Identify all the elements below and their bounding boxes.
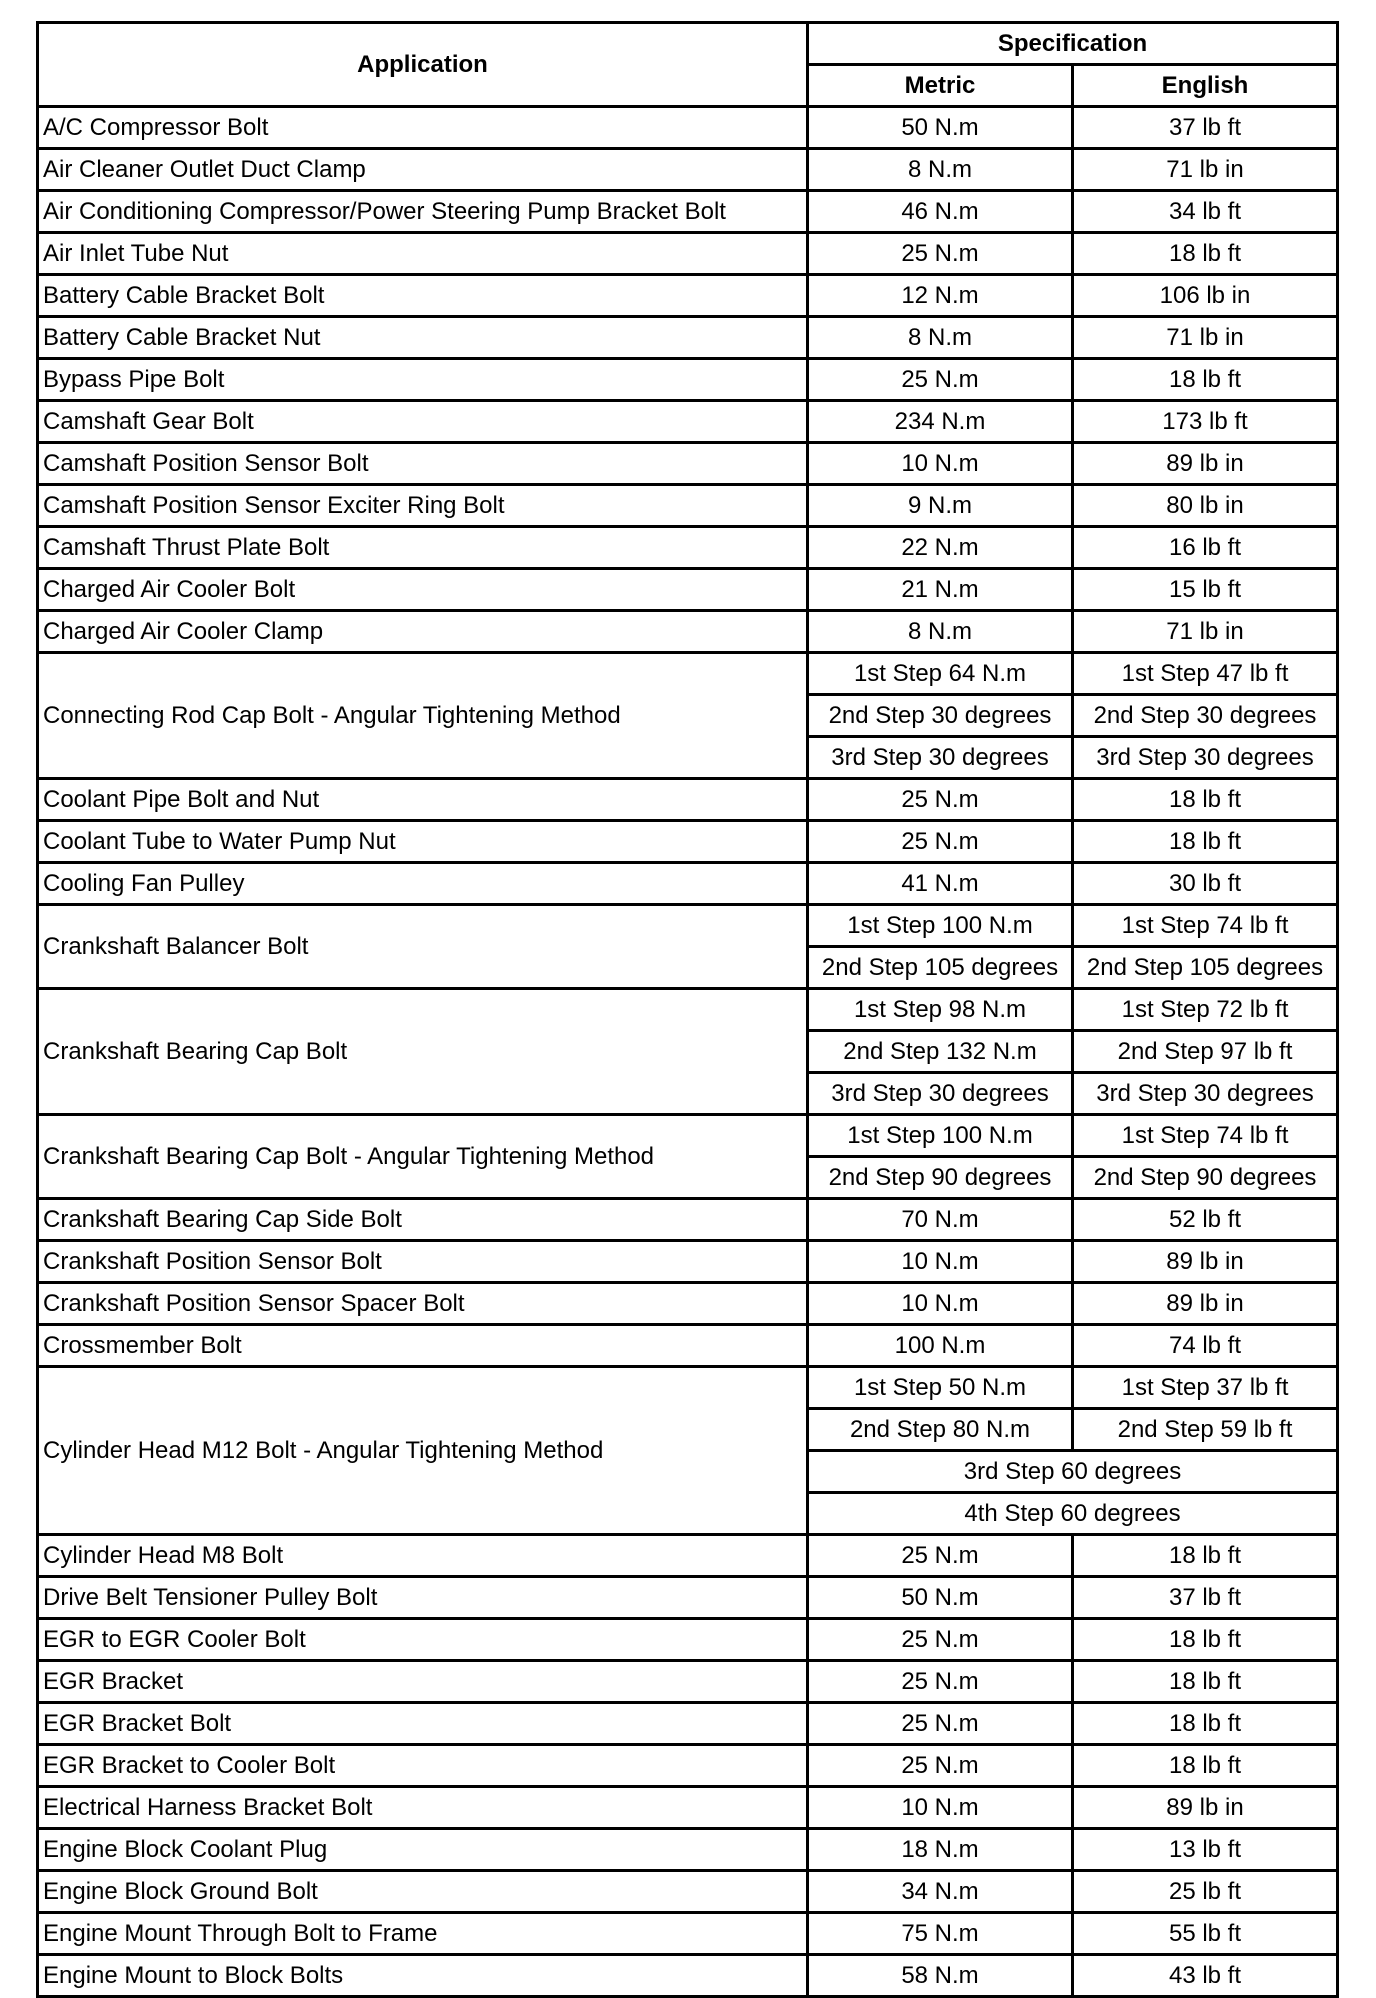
metric-value-cell: 2nd Step 30 degrees — [808, 695, 1073, 737]
application-header: Application — [38, 23, 808, 107]
metric-value-cell: 50 N.m — [808, 1577, 1073, 1619]
english-value-cell: 89 lb in — [1073, 1241, 1338, 1283]
metric-value-cell: 22 N.m — [808, 527, 1073, 569]
metric-value-cell: 8 N.m — [808, 611, 1073, 653]
table-row — [38, 317, 1338, 359]
table-row — [38, 1577, 1338, 1619]
table-row — [38, 1115, 1338, 1157]
application-cell: Coolant Tube to Water Pump Nut — [38, 821, 808, 863]
torque-specification-table — [36, 21, 1339, 1998]
metric-value-cell: 21 N.m — [808, 569, 1073, 611]
metric-value-cell: 25 N.m — [808, 779, 1073, 821]
table-row — [38, 1787, 1338, 1829]
metric-value-cell: 234 N.m — [808, 401, 1073, 443]
table-row — [38, 1283, 1338, 1325]
english-value-cell: 2nd Step 90 degrees — [1073, 1157, 1338, 1199]
table-row — [38, 653, 1338, 695]
english-value-cell: 25 lb ft — [1073, 1871, 1338, 1913]
table-row — [38, 1241, 1338, 1283]
english-value-cell: 18 lb ft — [1073, 1661, 1338, 1703]
application-cell: Crankshaft Bearing Cap Bolt — [38, 989, 808, 1115]
english-value-cell: 106 lb in — [1073, 275, 1338, 317]
english-value-cell: 18 lb ft — [1073, 233, 1338, 275]
metric-value-cell: 50 N.m — [808, 107, 1073, 149]
table-row — [38, 527, 1338, 569]
english-value-cell: 2nd Step 30 degrees — [1073, 695, 1338, 737]
application-cell: Cooling Fan Pulley — [38, 863, 808, 905]
metric-value-cell: 25 N.m — [808, 359, 1073, 401]
english-value-cell: 3rd Step 30 degrees — [1073, 1073, 1338, 1115]
english-value-cell: 2nd Step 97 lb ft — [1073, 1031, 1338, 1073]
metric-value-cell: 25 N.m — [808, 233, 1073, 275]
metric-value-cell: 18 N.m — [808, 1829, 1073, 1871]
table-row — [38, 1955, 1338, 1997]
application-cell: Camshaft Gear Bolt — [38, 401, 808, 443]
metric-value-cell: 2nd Step 105 degrees — [808, 947, 1073, 989]
application-cell: Engine Block Coolant Plug — [38, 1829, 808, 1871]
table-row — [38, 1367, 1338, 1409]
english-value-cell: 18 lb ft — [1073, 821, 1338, 863]
english-value-cell: 74 lb ft — [1073, 1325, 1338, 1367]
metric-value-cell: 10 N.m — [808, 443, 1073, 485]
application-cell: Crankshaft Balancer Bolt — [38, 905, 808, 989]
metric-value-cell: 3rd Step 30 degrees — [808, 1073, 1073, 1115]
metric-value-cell: 1st Step 100 N.m — [808, 905, 1073, 947]
metric-value-cell: 25 N.m — [808, 1619, 1073, 1661]
english-value-cell: 89 lb in — [1073, 1283, 1338, 1325]
application-cell: Engine Block Ground Bolt — [38, 1871, 808, 1913]
metric-value-cell: 8 N.m — [808, 317, 1073, 359]
metric-value-cell: 1st Step 64 N.m — [808, 653, 1073, 695]
table-row — [38, 191, 1338, 233]
english-value-cell: 43 lb ft — [1073, 1955, 1338, 1997]
metric-value-cell: 1st Step 100 N.m — [808, 1115, 1073, 1157]
english-value-cell: 18 lb ft — [1073, 1619, 1338, 1661]
english-value-cell: 18 lb ft — [1073, 779, 1338, 821]
english-value-cell: 71 lb in — [1073, 611, 1338, 653]
table-row — [38, 863, 1338, 905]
english-header: English — [1073, 65, 1338, 107]
english-value-cell: 89 lb in — [1073, 1787, 1338, 1829]
metric-value-cell: 1st Step 98 N.m — [808, 989, 1073, 1031]
specification-header: Specification — [808, 23, 1338, 65]
english-value-cell: 30 lb ft — [1073, 863, 1338, 905]
application-cell: Camshaft Thrust Plate Bolt — [38, 527, 808, 569]
application-cell: Crossmember Bolt — [38, 1325, 808, 1367]
english-value-cell: 34 lb ft — [1073, 191, 1338, 233]
table-row — [38, 1535, 1338, 1577]
english-value-cell: 71 lb in — [1073, 317, 1338, 359]
metric-value-cell: 70 N.m — [808, 1199, 1073, 1241]
table-row — [38, 1703, 1338, 1745]
table-row — [38, 1661, 1338, 1703]
english-value-cell: 18 lb ft — [1073, 1703, 1338, 1745]
table-row — [38, 1913, 1338, 1955]
application-cell: EGR Bracket — [38, 1661, 808, 1703]
application-cell: A/C Compressor Bolt — [38, 107, 808, 149]
english-value-cell: 173 lb ft — [1073, 401, 1338, 443]
table-row — [38, 1199, 1338, 1241]
table-row — [38, 275, 1338, 317]
table-row — [38, 905, 1338, 947]
application-cell: Charged Air Cooler Clamp — [38, 611, 808, 653]
metric-value-cell: 25 N.m — [808, 821, 1073, 863]
english-value-cell: 89 lb in — [1073, 443, 1338, 485]
metric-value-cell: 25 N.m — [808, 1745, 1073, 1787]
table-row — [38, 359, 1338, 401]
application-cell: Bypass Pipe Bolt — [38, 359, 808, 401]
table-row — [38, 611, 1338, 653]
metric-value-cell: 10 N.m — [808, 1283, 1073, 1325]
application-cell: Cylinder Head M12 Bolt - Angular Tightening Method — [38, 1367, 808, 1535]
metric-value-cell: 9 N.m — [808, 485, 1073, 527]
table-row — [38, 1745, 1338, 1787]
application-cell: Charged Air Cooler Bolt — [38, 569, 808, 611]
english-value-cell: 3rd Step 30 degrees — [1073, 737, 1338, 779]
application-cell: Air Inlet Tube Nut — [38, 233, 808, 275]
english-value-cell: 2nd Step 59 lb ft — [1073, 1409, 1338, 1451]
application-cell: Connecting Rod Cap Bolt - Angular Tightening Method — [38, 653, 808, 779]
english-value-cell: 18 lb ft — [1073, 359, 1338, 401]
table-row — [38, 779, 1338, 821]
english-value-cell: 18 lb ft — [1073, 1535, 1338, 1577]
application-cell: Engine Mount Through Bolt to Frame — [38, 1913, 808, 1955]
application-cell: Cylinder Head M8 Bolt — [38, 1535, 808, 1577]
metric-value-cell: 46 N.m — [808, 191, 1073, 233]
metric-value-cell: 2nd Step 90 degrees — [808, 1157, 1073, 1199]
english-value-cell: 18 lb ft — [1073, 1745, 1338, 1787]
application-cell: EGR to EGR Cooler Bolt — [38, 1619, 808, 1661]
english-value-cell: 15 lb ft — [1073, 569, 1338, 611]
table-row — [38, 233, 1338, 275]
english-value-cell: 16 lb ft — [1073, 527, 1338, 569]
english-value-cell: 1st Step 74 lb ft — [1073, 905, 1338, 947]
english-value-cell: 2nd Step 105 degrees — [1073, 947, 1338, 989]
metric-value-cell: 3rd Step 30 degrees — [808, 737, 1073, 779]
metric-value-cell: 8 N.m — [808, 149, 1073, 191]
combined-spec-cell: 3rd Step 60 degrees — [808, 1451, 1338, 1493]
english-value-cell: 13 lb ft — [1073, 1829, 1338, 1871]
metric-value-cell: 10 N.m — [808, 1241, 1073, 1283]
english-value-cell: 1st Step 47 lb ft — [1073, 653, 1338, 695]
metric-value-cell: 10 N.m — [808, 1787, 1073, 1829]
application-cell: Air Conditioning Compressor/Power Steering Pump Bracket Bolt — [38, 191, 808, 233]
table-row — [38, 569, 1338, 611]
metric-value-cell: 1st Step 50 N.m — [808, 1367, 1073, 1409]
application-cell: Battery Cable Bracket Bolt — [38, 275, 808, 317]
metric-value-cell: 75 N.m — [808, 1913, 1073, 1955]
english-value-cell: 37 lb ft — [1073, 107, 1338, 149]
table-row — [38, 821, 1338, 863]
application-cell: Engine Mount to Block Bolts — [38, 1955, 808, 1997]
application-cell: Camshaft Position Sensor Exciter Ring Bolt — [38, 485, 808, 527]
english-value-cell: 1st Step 72 lb ft — [1073, 989, 1338, 1031]
metric-header: Metric — [808, 65, 1073, 107]
application-cell: Crankshaft Bearing Cap Side Bolt — [38, 1199, 808, 1241]
table-row — [38, 107, 1338, 149]
metric-value-cell: 25 N.m — [808, 1703, 1073, 1745]
application-cell: Battery Cable Bracket Nut — [38, 317, 808, 359]
table-row — [38, 443, 1338, 485]
application-cell: Drive Belt Tensioner Pulley Bolt — [38, 1577, 808, 1619]
metric-value-cell: 100 N.m — [808, 1325, 1073, 1367]
english-value-cell: 1st Step 74 lb ft — [1073, 1115, 1338, 1157]
table-row — [38, 401, 1338, 443]
spec-table-body — [38, 107, 1338, 1997]
metric-value-cell: 58 N.m — [808, 1955, 1073, 1997]
table-row — [38, 1619, 1338, 1661]
metric-value-cell: 2nd Step 132 N.m — [808, 1031, 1073, 1073]
application-cell: Electrical Harness Bracket Bolt — [38, 1787, 808, 1829]
table-row — [38, 989, 1338, 1031]
combined-spec-cell: 4th Step 60 degrees — [808, 1493, 1338, 1535]
application-cell: Crankshaft Position Sensor Spacer Bolt — [38, 1283, 808, 1325]
application-cell: Camshaft Position Sensor Bolt — [38, 443, 808, 485]
table-row — [38, 1871, 1338, 1913]
metric-value-cell: 25 N.m — [808, 1661, 1073, 1703]
english-value-cell: 80 lb in — [1073, 485, 1338, 527]
metric-value-cell: 25 N.m — [808, 1535, 1073, 1577]
application-cell: EGR Bracket to Cooler Bolt — [38, 1745, 808, 1787]
metric-value-cell: 2nd Step 80 N.m — [808, 1409, 1073, 1451]
application-cell: Coolant Pipe Bolt and Nut — [38, 779, 808, 821]
metric-value-cell: 34 N.m — [808, 1871, 1073, 1913]
table-row — [38, 485, 1338, 527]
english-value-cell: 71 lb in — [1073, 149, 1338, 191]
english-value-cell: 1st Step 37 lb ft — [1073, 1367, 1338, 1409]
application-cell: Air Cleaner Outlet Duct Clamp — [38, 149, 808, 191]
table-row — [38, 149, 1338, 191]
metric-value-cell: 12 N.m — [808, 275, 1073, 317]
english-value-cell: 52 lb ft — [1073, 1199, 1338, 1241]
english-value-cell: 37 lb ft — [1073, 1577, 1338, 1619]
english-value-cell: 55 lb ft — [1073, 1913, 1338, 1955]
application-cell: Crankshaft Position Sensor Bolt — [38, 1241, 808, 1283]
application-cell: Crankshaft Bearing Cap Bolt - Angular Tightening Method — [38, 1115, 808, 1199]
table-row — [38, 1829, 1338, 1871]
application-cell: EGR Bracket Bolt — [38, 1703, 808, 1745]
metric-value-cell: 41 N.m — [808, 863, 1073, 905]
table-row — [38, 1325, 1338, 1367]
